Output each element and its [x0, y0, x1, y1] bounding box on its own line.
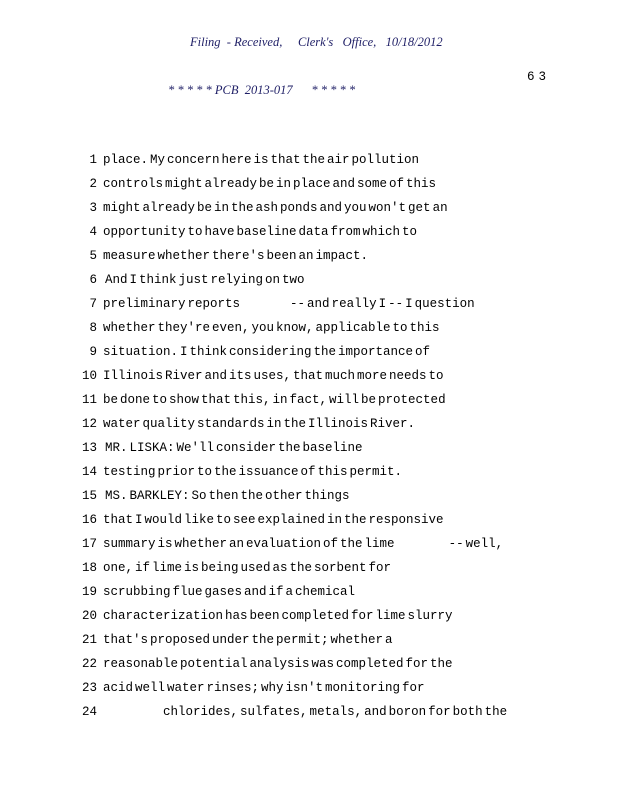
- line-text: one, if lime is being used as the sorbent for: [103, 561, 392, 575]
- line-number: 19: [81, 585, 97, 599]
- transcript-line: [0, 388, 618, 412]
- line-number: 17: [81, 537, 97, 551]
- line-number: 24: [81, 705, 97, 719]
- transcript-line: [0, 436, 618, 460]
- line-text: preliminary reports -- and really I -- I question: [103, 297, 475, 311]
- transcript-line: [0, 676, 618, 700]
- line-number: 7: [89, 297, 97, 311]
- line-number: 21: [81, 633, 97, 647]
- line-text: might already be in the ash ponds and you won't get an: [103, 201, 448, 215]
- line-text: reasonable potential analysis was completed for the: [103, 657, 453, 671]
- line-number: 1: [89, 153, 97, 167]
- filing-stamp: [0, 2, 618, 130]
- transcript-line: [0, 532, 618, 556]
- line-number: 18: [81, 561, 97, 575]
- transcript-line: [0, 364, 618, 388]
- line-text: measure whether there's been an impact.: [103, 249, 369, 263]
- transcript-line: [0, 628, 618, 652]
- transcript-line: [0, 652, 618, 676]
- transcript-line: [0, 148, 618, 172]
- line-text: chlorides, sulfates, metals, and boron for both the: [103, 705, 508, 719]
- line-text: Illinois River and its uses, that much more needs to: [103, 369, 444, 383]
- transcript-line: [0, 604, 618, 628]
- line-text: be done to show that this, in fact, will be protected: [103, 393, 446, 407]
- transcript-line: [0, 700, 618, 724]
- page-number: 63: [527, 70, 551, 84]
- transcript-line: [0, 508, 618, 532]
- transcript-line: [0, 220, 618, 244]
- line-number: 2: [89, 177, 97, 191]
- line-text: MR. LISKA: We'll consider the baseline: [103, 441, 363, 455]
- line-text: acid well water rinses; why isn't monitoring for: [103, 681, 425, 695]
- line-number: 23: [81, 681, 97, 695]
- line-number: 20: [81, 609, 97, 623]
- line-text: MS. BARKLEY: So then the other things: [103, 489, 350, 503]
- line-number: 11: [81, 393, 97, 407]
- line-text: place. My concern here is that the air pollution: [103, 153, 420, 167]
- line-number: 6: [89, 273, 97, 287]
- line-text: that's proposed under the permit; whether a: [103, 633, 393, 647]
- line-text: situation. I think considering the importance of: [103, 345, 431, 359]
- line-text: testing prior to the issuance of this permit.: [103, 465, 403, 479]
- line-number: 9: [89, 345, 97, 359]
- line-number: 13: [81, 441, 97, 455]
- line-text: that I would like to see explained in the responsive: [103, 513, 444, 527]
- transcript-line: [0, 268, 618, 292]
- line-number: 8: [89, 321, 97, 335]
- transcript-line: [0, 244, 618, 268]
- transcript-line: [0, 556, 618, 580]
- line-number: 5: [89, 249, 97, 263]
- line-text: characterization has been completed for lime slurry: [103, 609, 453, 623]
- transcript-line: [0, 316, 618, 340]
- transcript-line: [0, 580, 618, 604]
- transcript-line: [0, 484, 618, 508]
- transcript-line: [0, 460, 618, 484]
- line-number: 4: [89, 225, 97, 239]
- line-number: 16: [81, 513, 97, 527]
- transcript-line: [0, 172, 618, 196]
- line-number: 12: [81, 417, 97, 431]
- line-text: controls might already be in place and some of this: [103, 177, 437, 191]
- transcript-body: [0, 148, 618, 724]
- transcript-line: [0, 196, 618, 220]
- line-number: 10: [81, 369, 97, 383]
- line-number: 15: [81, 489, 97, 503]
- line-text: whether they're even, you know, applicable to this: [103, 321, 440, 335]
- filing-stamp-line-2: * * * * * PCB 2013-017 * * * * *: [168, 83, 356, 97]
- transcript-line: [0, 340, 618, 364]
- line-number: 22: [81, 657, 97, 671]
- line-number: 14: [81, 465, 97, 479]
- transcript-line: [0, 412, 618, 436]
- line-text: And I think just relying on two: [103, 273, 305, 287]
- line-text: summary is whether an evaluation of the lime -- well,: [103, 537, 504, 551]
- line-number: 3: [89, 201, 97, 215]
- filing-stamp-line-1: Filing - Received, Clerk's Office, 10/18/2012: [190, 35, 443, 49]
- line-text: water quality standards in the Illinois River.: [103, 417, 416, 431]
- line-text: scrubbing flue gases and if a chemical: [103, 585, 356, 599]
- line-text: opportunity to have baseline data from which to: [103, 225, 418, 239]
- transcript-line: [0, 292, 618, 316]
